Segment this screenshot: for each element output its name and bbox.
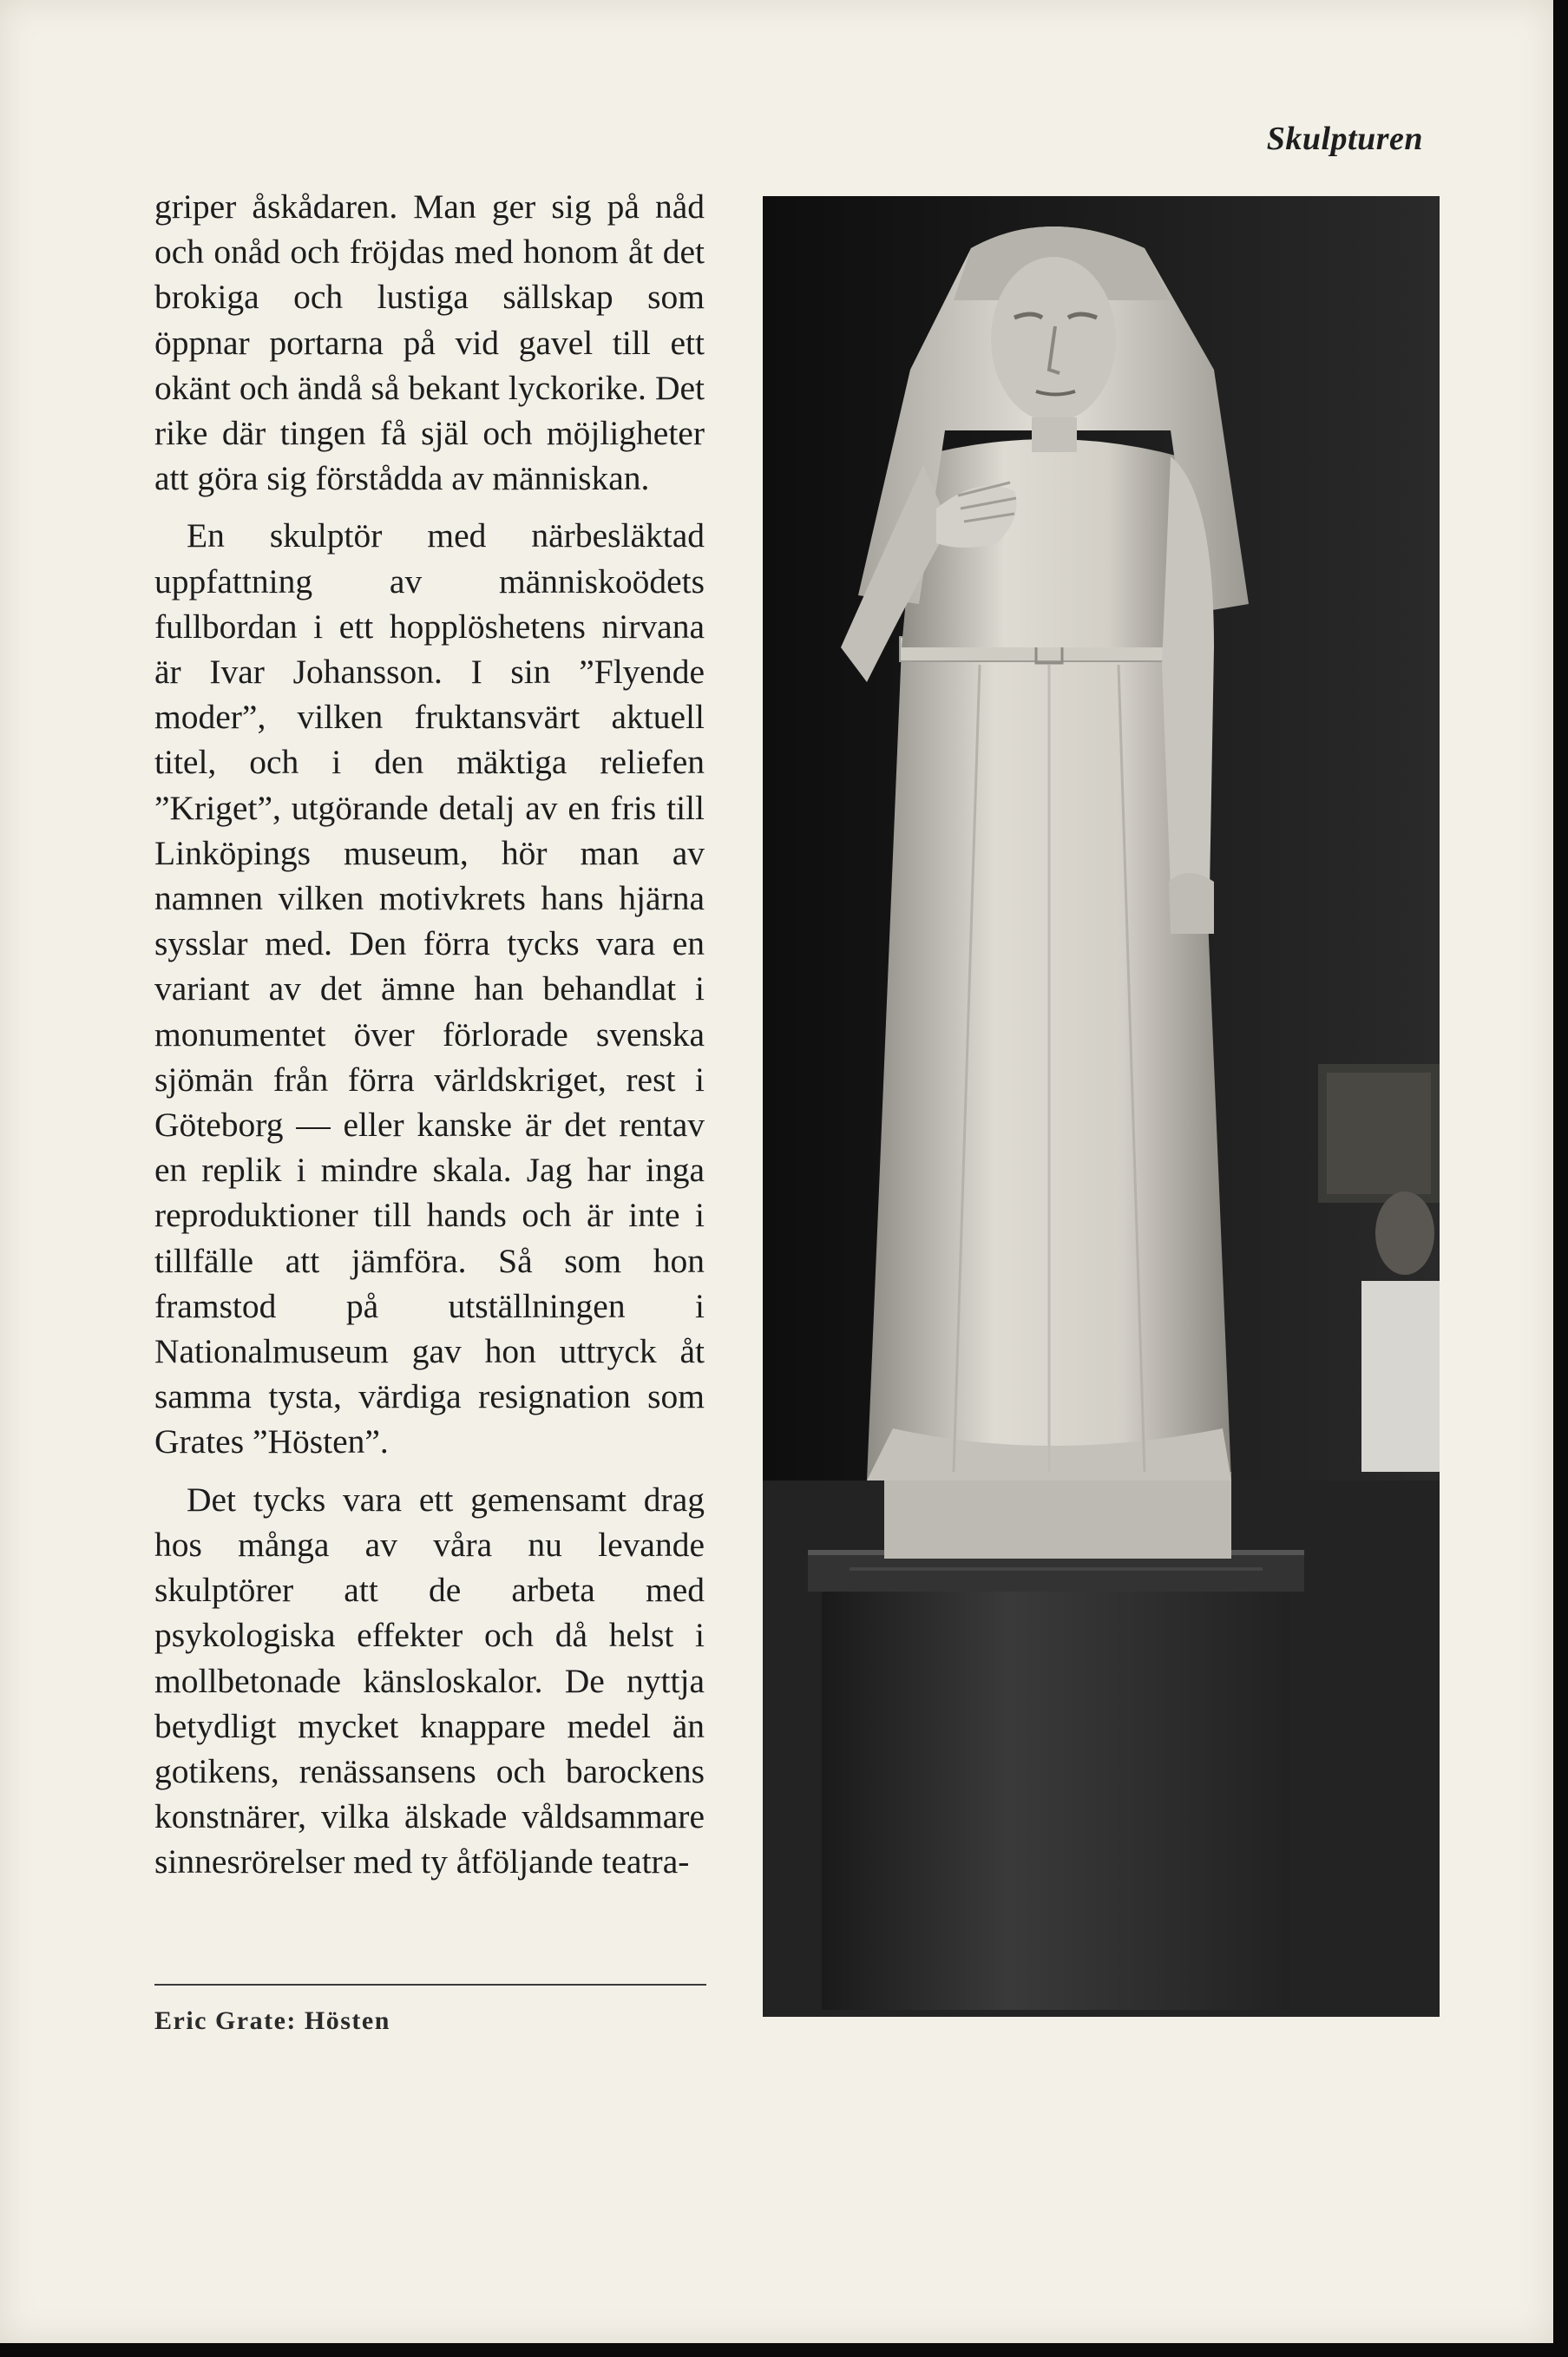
running-title: Skulpturen (1266, 121, 1423, 157)
figure-caption: Eric Grate: Hösten (154, 2006, 390, 2035)
footnote-rule (154, 1984, 706, 1986)
sculpture-photograph (763, 196, 1440, 2017)
body-text-column (154, 184, 705, 1885)
paragraph-1: griper åskådaren. Man ger sig på nåd och onåd och fröjdas med honom åt det brokiga och lustiga sällskap som öppnar portarna på vid gavel till ett okänt och ändå så bekant lyckorike. Det rike där tingen få själ och möjligheter att göra sig förstådda av människan. (154, 187, 705, 498)
paragraph-3: Det tycks vara ett gemensamt drag hos många av våra nu levande skulptörer att de arbeta med psykologiska effekter och då helst i mollbetonade känsloskalor. De nyttja betydligt mycket knappare medel än gotikens, renässansens och barockens konstnärer, vilka älskade våldsammare sinnesrörelser med ty åtföljande teatra- (154, 1480, 705, 1881)
sculpture-illustration (763, 196, 1440, 2017)
paragraph-2: En skulptör med närbesläktad uppfattning av människoödets fullbordan i ett hopplöshetens nirvana är Ivar Johansson. I sin ”Flyende moder”, vilken fruktansvärt aktuell titel, och i den mäktiga reliefen ”Kriget”, utgörande detalj av en fris till Linköpings museum, hör man av namnen vilken motivkrets hans hjärna sysslar med. Den förra tycks vara en variant av det ämne han behandlat i monumentet över förlorade svenska sjömän från förra världskriget, rest i Göteborg — eller kanske är det rentav en replik i mindre skala. Jag har inga reproduktioner till hands och är inte i tillfälle att jämföra. Så som hon framstod på utställningen i Nationalmuseum gav hon uttryck åt samma tysta, värdiga resignation som Grates ”Hösten”. (154, 516, 705, 1461)
